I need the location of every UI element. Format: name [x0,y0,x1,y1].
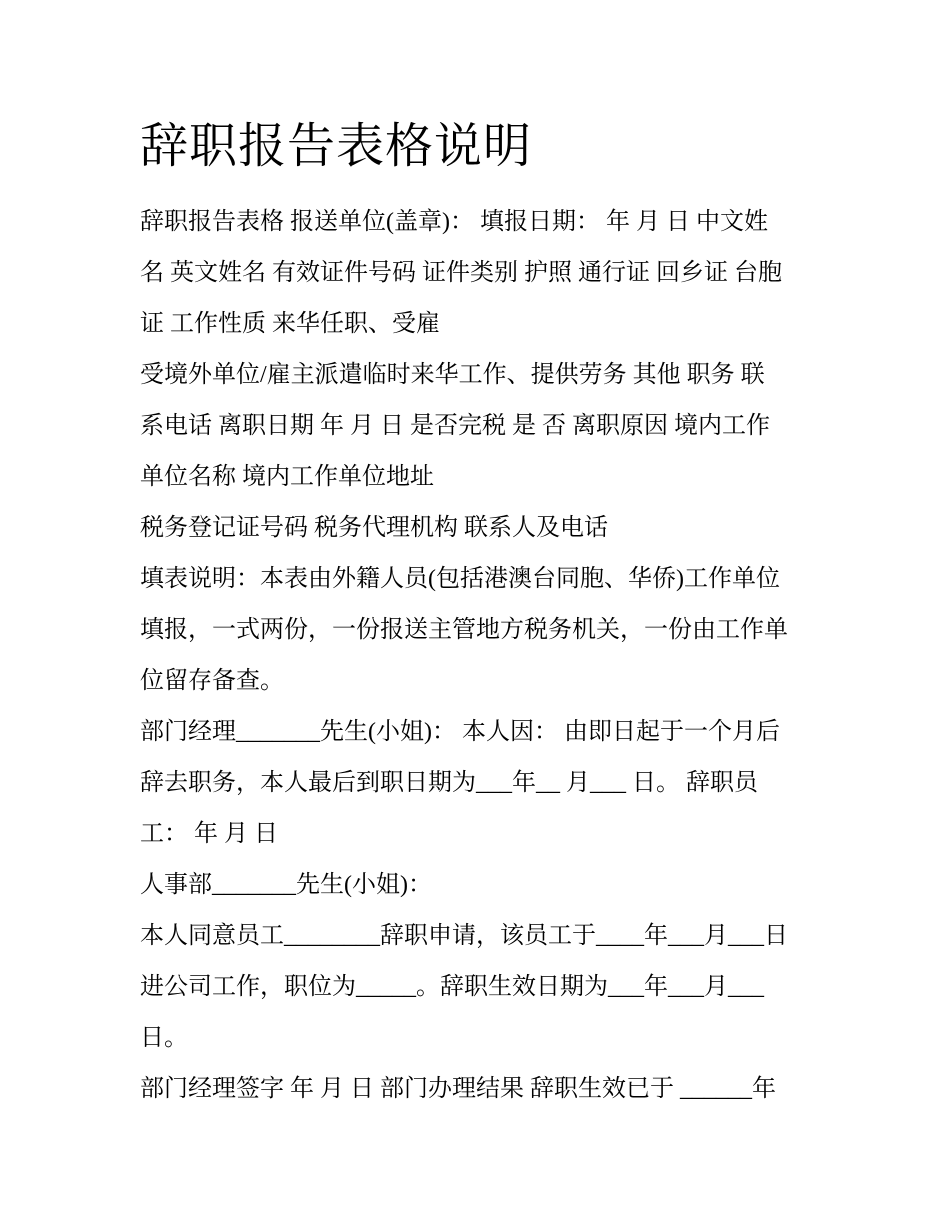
text-line-18: 部门经理签字 年 月 日 部门办理结果 辞职生效已于 ______年 [140,1076,776,1102]
text-line-14: 人事部_______先生(小姐)： [140,872,432,898]
text-line-17: 日。 [140,1025,188,1051]
text-line-13: 工： 年 月 日 [140,821,278,847]
text-line-7: 税务登记证号码 税务代理机构 联系人及电话 [140,515,608,541]
text-line-8: 填表说明：本表由外籍人员(包括港澳台同胞、华侨)工作单位 [140,566,780,592]
text-line-3: 证 工作性质 来华任职、受雇 [140,311,440,337]
text-line-10: 位留存备查。 [140,668,284,694]
text-line-16: 进公司工作，职位为_____。辞职生效日期为___年___月___ [140,974,764,1000]
text-line-15: 本人同意员工________辞职申请，该员工于____年___月___日 [140,923,788,949]
document-body [140,197,820,1115]
text-line-9: 填报，一式两份，一份报送主管地方税务机关，一份由工作单 [140,617,788,643]
text-line-2: 名 英文姓名 有效证件号码 证件类别 护照 通行证 回乡证 台胞 [140,260,782,286]
text-line-5: 系电话 离职日期 年 月 日 是否完税 是 否 离职原因 境内工作 [140,413,770,439]
document-title: 辞职报告表格说明 [140,120,533,173]
text-line-4: 受境外单位/雇主派遣临时来华工作、提供劳务 其他 职务 联 [140,362,765,388]
text-line-1: 辞职报告表格 报送单位(盖章)： 填报日期： 年 月 日 中文姓 [140,209,768,235]
text-line-11: 部门经理_______先生(小姐)： 本人因： 由即日起于一个月后 [140,719,780,745]
text-line-6: 单位名称 境内工作单位地址 [140,464,434,490]
text-line-12: 辞去职务，本人最后到职日期为___年__ 月___ 日。 辞职员 [140,770,758,796]
